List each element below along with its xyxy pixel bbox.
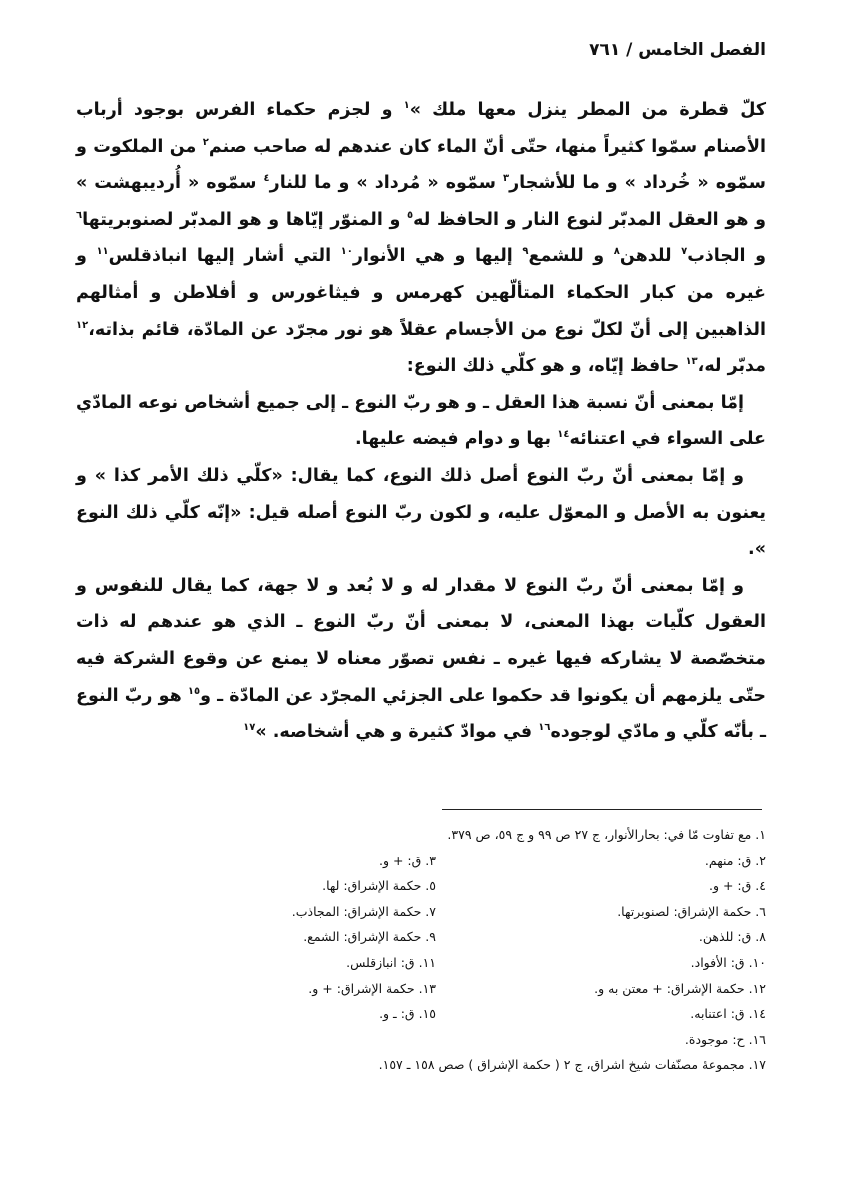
footnote-entry: ٤. ق: + و. (708, 878, 766, 894)
main-text (76, 92, 766, 751)
text-run: إليها و هي الأنوار (352, 246, 523, 267)
footnote-entry: ١. مع تفاوت مّا في: بحارالأنوار، ج ٢٧ ص ٩٩ و ج ٥٩، ص ٣٧٩. (447, 827, 766, 842)
footnote-entry: ٣. ق: + و. (378, 852, 436, 868)
text-run: من الملكوت و سمّوه « خُرداد » و ما للأشجار (76, 136, 766, 194)
text-run: و المنوّر إيّاها و هو المدبّر لصنوبريتها (82, 209, 408, 230)
text-run: مدبّر له، (697, 356, 766, 377)
footnote-marker[interactable]: ١٤ (557, 429, 570, 441)
footnote-row (76, 924, 766, 950)
text-run: التي أشار إليها انباذقلس (108, 246, 341, 267)
text-run: حافظ إيّاه، و هو كلّي ذلك النوع: (406, 356, 686, 377)
footnote-separator (442, 809, 762, 810)
running-header: الفصل الخامس / ٧٦١ (589, 40, 766, 60)
text-run: و للشمع (528, 246, 614, 267)
text-run: كلّ قطرة من المطر ينزل معها ملك » (409, 100, 766, 120)
footnote-marker[interactable]: ١ (403, 100, 410, 112)
footnote-entry: ١٦. ح: موجودة. (684, 1031, 766, 1047)
footnote-row (76, 848, 766, 874)
footnote-row (76, 950, 766, 976)
footnote-row (76, 1052, 766, 1078)
footnote-marker[interactable]: ٧ (681, 246, 688, 258)
footnote-entry: ٥. حكمة الإشراق: لها. (322, 878, 436, 894)
footnote-marker[interactable]: ١١ (96, 246, 109, 258)
footnote-row (76, 1027, 766, 1053)
footnote-marker[interactable]: ٩ (522, 246, 529, 258)
footnote-row (76, 1001, 766, 1027)
footnote-row (76, 899, 766, 925)
footnote-marker[interactable]: ١٢ (76, 319, 89, 331)
text-run: و إمّا بمعنى أنّ ربّ النوع لا مقدار له و لا بُعد و لا جهة، كما يقال للنفوس و العقول كلّيات بهذا المعنى، لا بمعنى أنّ ربّ النوع ـ الذي هو عندهم له ذات متخصّصة لا يشاركه فيها غيره ـ نفس تصوّر معناه لا يمنع عن وقوع الشركة فيه حتّى يلزمهم أن يكونوا قد حكموا على الجزئي المجرّد عن المادّة ـ و (76, 575, 766, 706)
text-run: سمّوه « مُرداد » و ما للنار (269, 173, 503, 194)
paragraph (76, 458, 766, 568)
paragraph (76, 385, 766, 458)
footnote-row (76, 873, 766, 899)
footnote-marker[interactable]: ٨ (613, 246, 620, 258)
text-run: و الجاذب (687, 246, 766, 267)
paragraph (76, 568, 766, 751)
footnote-marker[interactable]: ١٠ (340, 246, 353, 258)
footnote-entry: ١٧. مجموعهٔ مصنّفات شيخ اشراق، ج ٢ ( حكمة الإشراق ) صص ١٥٨ ـ ١٥٧. (378, 1057, 766, 1073)
footnote-marker[interactable]: ١٧ (243, 722, 256, 734)
footnote-marker[interactable]: ٣ (502, 173, 510, 185)
footnote-entry: ٨. ق: للذهن. (698, 929, 766, 945)
text-run: سمّوه « أُرديبهشت » و هو العقل المدبّر لنوع النار و الحافظ له (76, 173, 766, 230)
footnote-entry: ١٤. ق: اعتنابه. (690, 1006, 766, 1022)
footnote-entry: ٦. حكمة الإشراق: لصنوبرتها. (617, 903, 766, 919)
text-run: في موادّ كثيرة و هي أشخاصه. » (255, 722, 539, 743)
footnote-marker[interactable]: ٤ (263, 173, 270, 185)
footnote-row (76, 822, 766, 848)
paragraph (76, 92, 766, 385)
text-run: بها و دوام فيضه عليها. (355, 429, 558, 450)
text-run: إمّا بمعنى أنّ نسبة هذا العقل ـ و هو ربّ النوع ـ إلى جميع أشخاص نوعه المادّي على السواء في اعتنائه (76, 392, 766, 450)
footnote-marker[interactable]: ٦ (76, 209, 83, 221)
footnote-marker[interactable]: ١٣ (685, 356, 698, 368)
footnote-entry: ١٠. ق: الأفواد. (690, 954, 766, 970)
footnote-entry: ١٢. حكمة الإشراق: + معتن به و. (594, 980, 766, 996)
text-run: للدهن (619, 246, 682, 267)
footnote-entry: ٢. ق: منهم. (704, 852, 766, 868)
footnote-entry: ٩. حكمة الإشراق: الشمع. (303, 929, 436, 945)
text-run: هو ربّ النوع ـ بأنّه كلّي و مادّي لوجوده (76, 685, 766, 743)
footnote-marker[interactable]: ٥ (407, 209, 414, 221)
text-run: و لجزم حكماء الفرس بوجود أرباب الأصنام سمّوا كثيراً منها، حتّى أنّ الماء كان عندهم له صاحب صنم (76, 100, 766, 157)
footnote-marker[interactable]: ٢ (202, 136, 209, 148)
footnotes (76, 822, 766, 1078)
footnote-entry: ١٥. ق: ـ و. (379, 1006, 436, 1022)
footnote-row (76, 976, 766, 1002)
footnote-marker[interactable]: ١٦ (538, 722, 551, 734)
text-run: و إمّا بمعنى أنّ ربّ النوع أصل ذلك النوع، كما يقال: «كلّي ذلك الأمر كذا » و يعنون به الأصل و المعوّل عليه، و لكون ربّ النوع أصله قيل: «إنّه كلّي ذلك النوع ». (76, 465, 766, 560)
footnote-entry: ٧. حكمة الإشراق: المجاذب. (291, 903, 436, 919)
footnote-entry: ١١. ق: انبازقلس. (346, 954, 436, 970)
footnote-marker[interactable]: ١٥ (187, 685, 201, 697)
footnote-entry: ١٣. حكمة الإشراق: + و. (308, 980, 436, 996)
text-run: و غيره من كبار الحكماء المتألّهين كهرمس و فيثاغورس و أفلاطن و أمثالهم الذاهبين إلى أنّ لكلّ نوع من الأجسام عقلاً هو نور مجرّد عن المادّة، قائم بذاته، (76, 246, 766, 340)
